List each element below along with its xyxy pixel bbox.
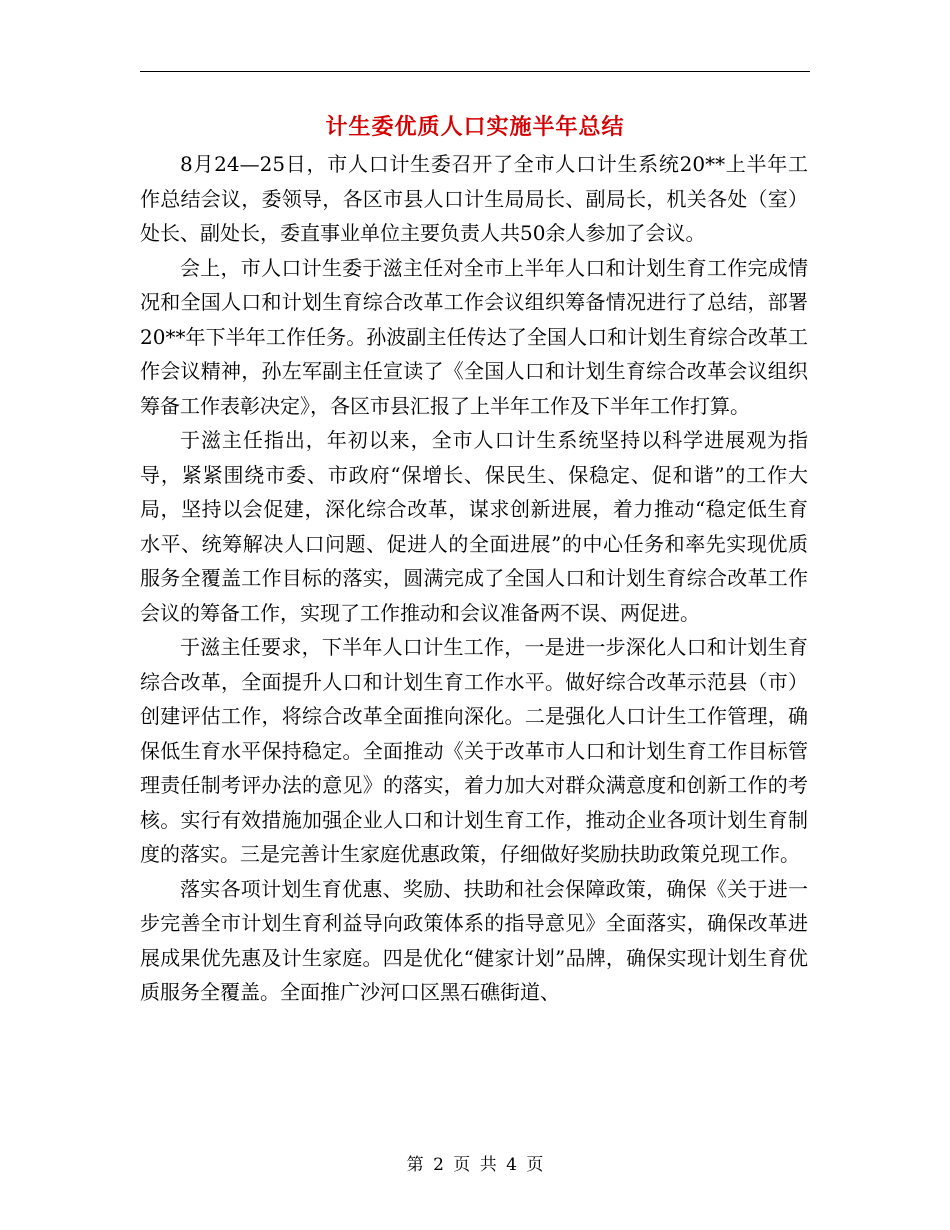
- page-number: 第 2 页 共 4 页: [406, 1155, 544, 1175]
- document-title: 计生委优质人口实施半年总结: [325, 114, 625, 140]
- header-rule: [140, 71, 810, 72]
- paragraph-2: 会上，市人口计生委于滋主任对全市上半年人口和计划生育工作完成情况和全国人口和计划生育综合改革工作会议组织筹备情况进行了总结，部署20**年下半年工作任务。孙波副主任传达了全国人口和计划生育综合改革工作会议精神，孙左军副主任宣读了《全国人口和计划生育综合改革会议组织筹备工作表彰决定》，各区市县汇报了上半年工作及下半年工作打算。: [140, 255, 808, 418]
- document-body: [140, 147, 808, 1010]
- paragraph-3: 于滋主任指出，年初以来，全市人口计生系统坚持以科学进展观为指导，紧紧围绕市委、市政府“保增长、保民生、保稳定、促和谐”的工作大局，坚持以会促建，深化综合改革，谋求创新进展，着力推动“稳定低生育水平、统筹解决人口问题、促进人的全面进展”的中心任务和率先实现优质服务全覆盖工作目标的落实，圆满完成了全国人口和计划生育综合改革工作会议的筹备工作，实现了工作推动和会议准备两不误、两促进。: [140, 428, 808, 625]
- paragraph-4: 于滋主任要求，下半年人口计生工作，一是进一步深化人口和计划生育综合改革，全面提升人口和计划生育工作水平。做好综合改革示范县（市）创建评估工作，将综合改革全面推向深化。二是强化人口计生工作管理，确保低生育水平保持稳定。全面推动《关于改革市人口和计划生育工作目标管理责任制考评办法的意见》的落实，着力加大对群众满意度和创新工作的考核。实行有效措施加强企业人口和计划生育工作，推动企业各项计划生育制度的落实。三是完善计生家庭优惠政策，仔细做好奖励扶助政策兑现工作。: [140, 635, 808, 866]
- paragraph-1: 8月24—25日，市人口计生委召开了全市人口计生系统20**上半年工作总结会议，委领导，各区市县人口计生局局长、副局长，机关各处（室）处长、副处长，委直事业单位主要负责人共50余人参加了会议。: [140, 152, 808, 245]
- paragraph-5: 落实各项计划生育优惠、奖励、扶助和社会保障政策，确保《关于进一步完善全市计划生育利益导向政策体系的指导意见》全面落实，确保改革进展成果优先惠及计生家庭。四是优化“健家计划”品牌，确保实现计划生育优质服务全覆盖。全面推广沙河口区黑石礁街道、: [140, 876, 808, 1004]
